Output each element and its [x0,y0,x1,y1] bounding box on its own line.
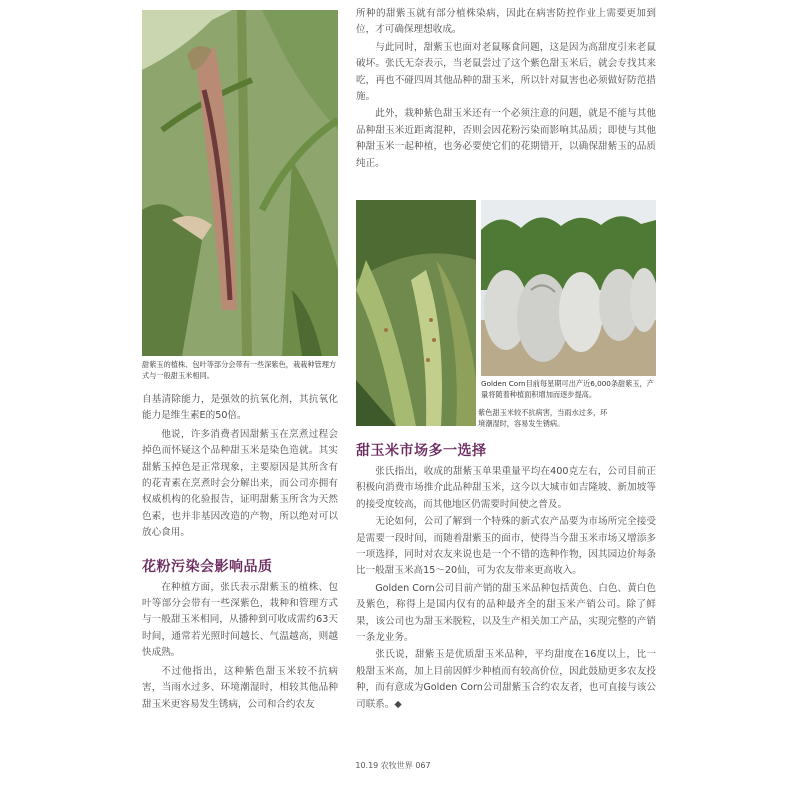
photo2-caption: 紫色甜玉米较不抗病害，当雨水过多，环境潮湿时，容易发生锈病。 [478,408,608,428]
corn-plant-illustration [142,10,338,356]
left-p4: 不过他指出，这种紫色甜玉米较不抗病害，当雨水过多、环境潮湿时，相较其他品种甜玉米更容易发生锈病，公司和合约农友 [142,665,338,710]
right-p4: 张氏指出，收成的甜紫玉单果重量平均在400克左右，公司目前正积极向消费市场推介此品种甜玉米，这今以大城市如吉隆坡、新加坡等的接受度较高，而其他地区仍需要时间使之普及。 [356,466,656,510]
page-footer: 10.19 农牧世界 067 [355,761,431,770]
right-column-bottom [356,440,656,713]
left-p2: 他说，许多消费者因甜紫玉在烹煮过程会掉色而怀疑这个品种甜玉米是染色造就。其实甜紫玉掉色是正常现象，主要原因是其所含有的花青素在烹煮时会分解出来，而公司亦拥有权威机构的化验报告，证明甜紫玉所含为天然色素，也并非基因改造的产物，所以绝对可以放心食用。 [142,428,338,539]
sacks-illustration [481,200,656,376]
rust-leaf-illustration [356,200,476,426]
photo1-caption: 甜紫玉的植株、包叶等部分会带有一些深紫色，栽栽种管理方式与一般甜玉米相同。 [142,360,337,380]
right-p1: 所种的甜紫玉就有部分植株染病，因此在病害防控作业上需要更加到位，才可确保理想收成。 [356,8,656,36]
photo3-caption: Golden Corn目前每星期可出产近6,000条甜紫玉，产量将随着种植面积增加而逐步提高。 [481,379,654,399]
right-column-top [356,6,656,172]
right-heading: 甜玉米市场多一选择 [356,443,487,459]
photo-corn-plant [142,10,338,356]
left-p3: 在种植方面，张氏表示甜紫玉的植株、包叶等部分会带有一些深紫色，栽种和管理方式与一般甜玉米相同，从播种到可收成需约63天时间，通常若光照时间越长、气温越高，则越快成熟。 [142,581,338,659]
right-p6: Golden Corn公司目前产销的甜玉米品种包括黄色、白色、黄白色及紫色，称得上是国内仅有的品种最齐全的甜玉米产销公司。除了鲜果，该公司也为甜玉米脱粒，以及生产相关加工产品，实现完整的产销一条龙业务。 [356,582,656,644]
right-p3: 此外，栽种紫色甜玉米还有一个必须注意的问题，就是不能与其他品种甜玉米近距离混种，否则会因花粉污染而影响其品质；即使与其他种甜玉米一起种植，也务必要使它们的花期错开，以确保甜紫玉的品质纯正。 [356,108,656,169]
left-p1: 自基清除能力，是强效的抗氧化剂，其抗氧化能力是维生素E的50倍。 [142,394,338,422]
photo-rust-disease [356,200,476,426]
right-p5: 无论如何，公司了解到一个特殊的新式农产品要为市场所完全接受是需要一段时间，而随着甜紫玉的面市，使得当今甜玉米市场又增添多一项选择，同时对农友来说也是一个不错的选种作物，因其园边价每条比一般甜玉米高15～20仙，可为农友带来更高收入。 [356,516,656,577]
right-p2: 与此同时，甜紫玉也面对老鼠啄食问题，这是因为高甜度引来老鼠破坏。张氏无奈表示，当老鼠尝过了这个紫色甜玉米后，就会专找其来吃，再也不碰四周其他品种的甜玉米，所以针对鼠害也必须做好防范措施。 [356,41,656,103]
left-column [142,392,338,713]
left-heading: 花粉污染会影响品质 [142,558,273,575]
right-p7: 张氏说，甜紫玉是优质甜玉米品种，平均甜度在16度以上，比一般甜玉米高，加上目前因鲜少种植而有较高价位，因此鼓励更多农友投种，而有意成为Golden Corn公司甜紫玉合约农友者，也可直接与该公司联系。◆ [356,649,656,710]
photo-harvest-sacks [481,200,656,376]
